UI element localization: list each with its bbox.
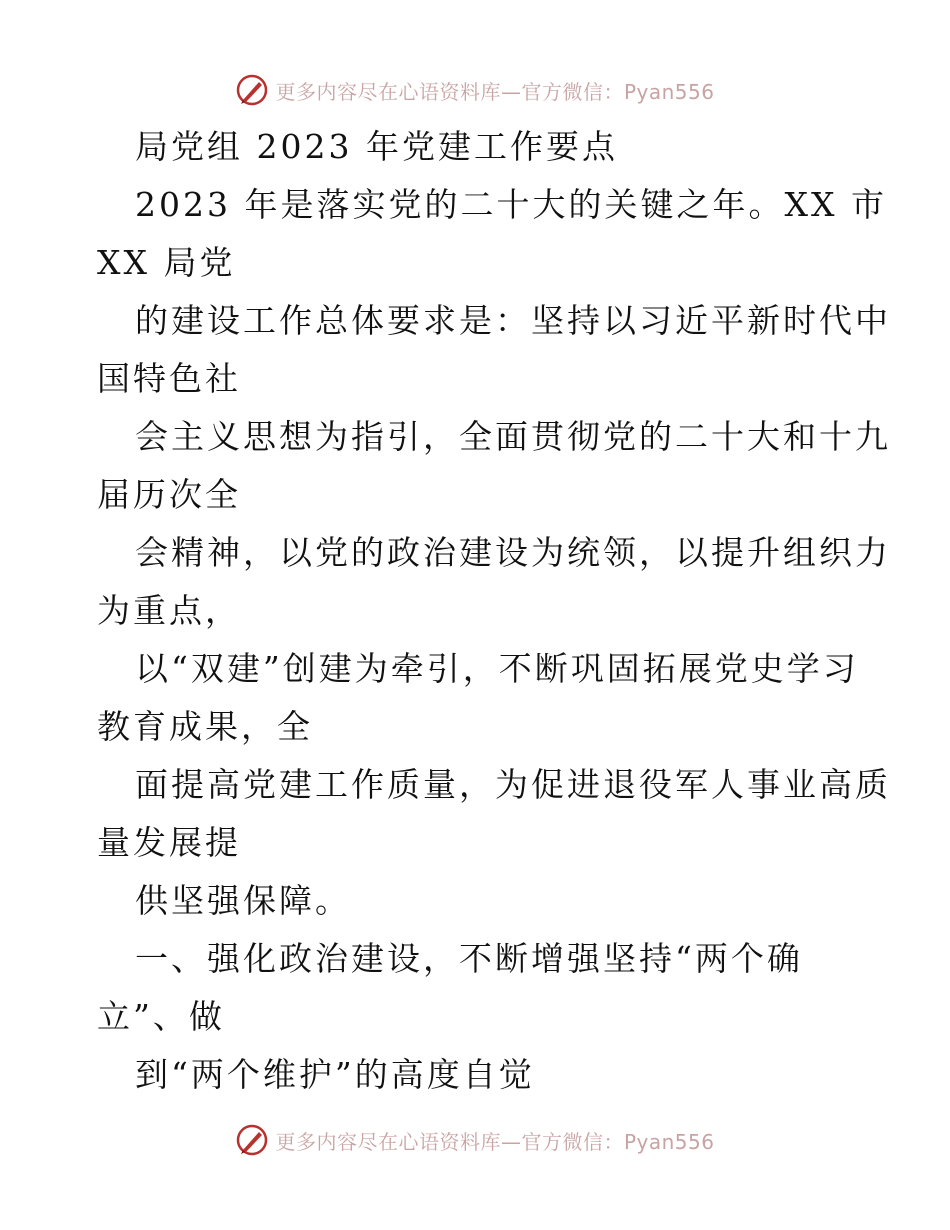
doc-line: 国特色社 <box>97 359 241 398</box>
pen-logo-icon <box>235 73 269 107</box>
watermark-footer <box>0 1120 950 1160</box>
doc-line: 2023 年是落实党的二十大的关键之年。XX 市 <box>135 185 887 224</box>
doc-line: XX 局党 <box>97 243 236 282</box>
doc-line: 面提高党建工作质量，为促进退役军人事业高质 <box>135 765 891 804</box>
doc-line: 的建设工作总体要求是：坚持以习近平新时代中 <box>135 301 891 340</box>
pen-logo-icon <box>235 1123 269 1157</box>
doc-title-line: 局党组 2023 年党建工作要点 <box>135 127 618 166</box>
doc-line: 会主义思想为指引，全面贯彻党的二十大和十九 <box>135 417 891 456</box>
doc-line: 以“双建”创建为牵引，不断巩固拓展党史学习 <box>135 649 859 688</box>
doc-line: 量发展提 <box>97 823 241 862</box>
doc-line: 届历次全 <box>97 475 241 514</box>
watermark-header <box>0 70 950 110</box>
watermark-text: 更多内容尽在心语资料库—官方微信：Pyan556 <box>275 79 715 104</box>
section-heading-line: 一、强化政治建设，不断增强坚持“两个确 <box>135 939 803 978</box>
section-heading-line: 立”、做 <box>97 997 225 1036</box>
doc-line: 为重点， <box>97 591 241 630</box>
doc-line: 会精神，以党的政治建设为统领，以提升组织力 <box>135 533 891 572</box>
doc-line: 教育成果，全 <box>97 707 313 746</box>
doc-line: 供坚强保障。 <box>135 881 351 920</box>
document-body <box>97 118 891 1104</box>
watermark-text: 更多内容尽在心语资料库—官方微信：Pyan556 <box>275 1129 715 1154</box>
doc-line: 到“两个维护”的高度自觉 <box>135 1055 535 1094</box>
